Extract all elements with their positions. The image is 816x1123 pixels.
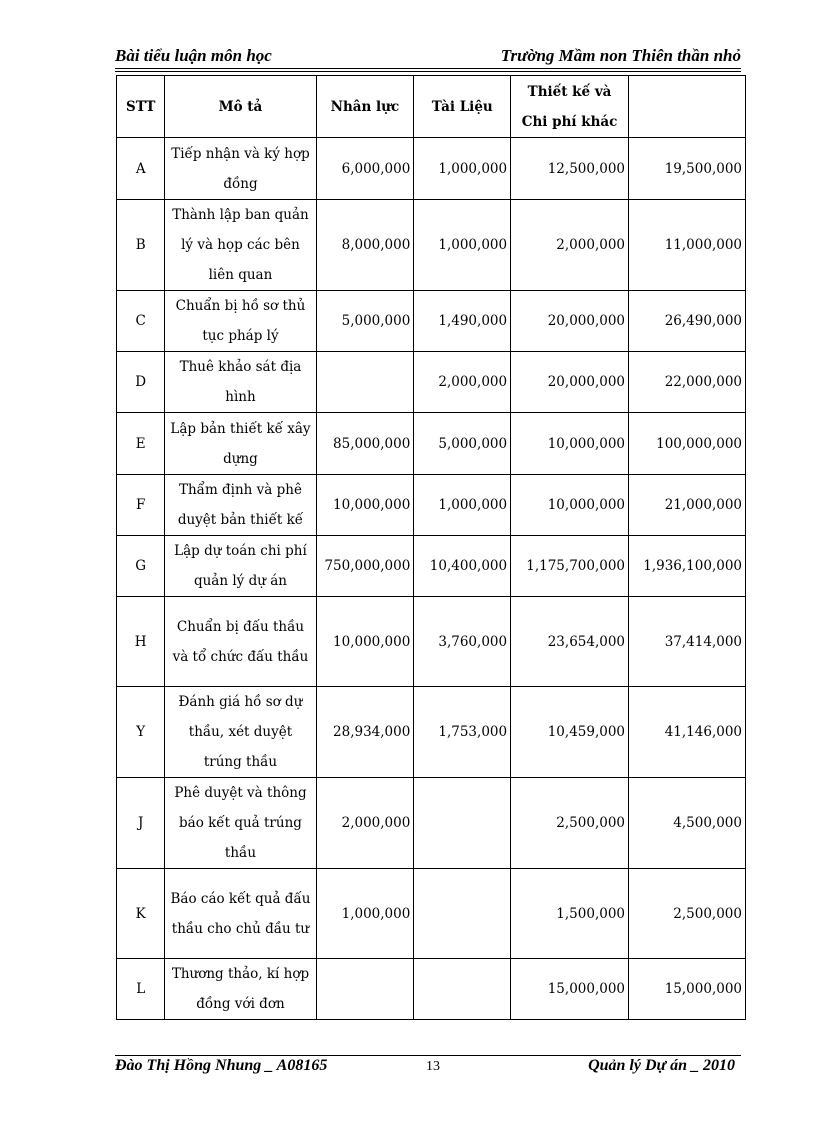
header-divider: [115, 68, 741, 72]
row-documents: 1,000,000: [414, 200, 511, 291]
header-left-title: Bài tiểu luận môn học: [115, 46, 272, 65]
row-total: 19,500,000: [629, 138, 746, 200]
row-total: 100,000,000: [629, 413, 746, 475]
row-description: Thương thảo, kí hợp đồng với đơn: [165, 959, 316, 1020]
col-header-labor: Nhân lực: [316, 76, 414, 138]
row-stt: H: [117, 597, 165, 687]
table-row: [117, 778, 746, 869]
row-total: 41,146,000: [629, 687, 746, 778]
footer-course: Quản lý Dự án _ 2010: [588, 1057, 735, 1074]
row-description: Thẩm định và phê duyệt bản thiết kế: [165, 475, 316, 536]
cost-table: [116, 75, 746, 1020]
table-row: [117, 352, 746, 413]
col-header-description: Mô tả: [165, 76, 316, 138]
row-stt: E: [117, 413, 165, 475]
row-stt: B: [117, 200, 165, 291]
row-total: 37,414,000: [629, 597, 746, 687]
row-description: Thành lập ban quản lý và họp các bên liên quan: [165, 200, 316, 291]
row-design-other: 2,500,000: [511, 778, 629, 869]
row-design-other: 10,000,000: [511, 413, 629, 475]
table-row: [117, 959, 746, 1020]
row-design-other: 1,500,000: [511, 869, 629, 959]
row-total: 15,000,000: [629, 959, 746, 1020]
row-labor: 2,000,000: [316, 778, 414, 869]
row-total: 11,000,000: [629, 200, 746, 291]
row-documents: 1,753,000: [414, 687, 511, 778]
row-description: Chuẩn bị đấu thầu và tổ chức đấu thầu: [165, 597, 316, 687]
row-documents: 2,000,000: [414, 352, 511, 413]
row-design-other: 2,000,000: [511, 200, 629, 291]
row-labor: 10,000,000: [316, 597, 414, 687]
row-labor: 85,000,000: [316, 413, 414, 475]
page-header: [115, 46, 741, 68]
table-row: [117, 869, 746, 959]
row-design-other: 20,000,000: [511, 352, 629, 413]
row-stt: J: [117, 778, 165, 869]
col-header-design-other: Thiết kế và Chi phí khác: [511, 76, 629, 138]
row-labor: 750,000,000: [316, 536, 414, 597]
row-documents: 5,000,000: [414, 413, 511, 475]
row-labor: 10,000,000: [316, 475, 414, 536]
row-labor: [316, 352, 414, 413]
page-number: 13: [426, 1059, 440, 1074]
row-stt: F: [117, 475, 165, 536]
table-row: [117, 291, 746, 352]
row-labor: 28,934,000: [316, 687, 414, 778]
row-labor: 5,000,000: [316, 291, 414, 352]
col-header-documents: Tài Liệu: [414, 76, 511, 138]
col-header-stt: STT: [117, 76, 165, 138]
row-labor: 8,000,000: [316, 200, 414, 291]
row-labor: 6,000,000: [316, 138, 414, 200]
row-design-other: 23,654,000: [511, 597, 629, 687]
table-row: [117, 413, 746, 475]
table-row: [117, 597, 746, 687]
table-row: [117, 475, 746, 536]
table-row: [117, 200, 746, 291]
row-total: 4,500,000: [629, 778, 746, 869]
footer-author: Đào Thị Hồng Nhung _ A08165: [115, 1057, 328, 1074]
row-design-other: 15,000,000: [511, 959, 629, 1020]
row-stt: A: [117, 138, 165, 200]
row-total: 21,000,000: [629, 475, 746, 536]
col-header-total: [629, 76, 746, 138]
row-documents: 3,760,000: [414, 597, 511, 687]
row-labor: 1,000,000: [316, 869, 414, 959]
row-design-other: 1,175,700,000: [511, 536, 629, 597]
row-description: Chuẩn bị hồ sơ thủ tục pháp lý: [165, 291, 316, 352]
row-description: Lập bản thiết kế xây dựng: [165, 413, 316, 475]
row-description: Tiếp nhận và ký hợp đồng: [165, 138, 316, 200]
row-total: 26,490,000: [629, 291, 746, 352]
table-body: [117, 138, 746, 1020]
table-row: [117, 138, 746, 200]
row-documents: 1,000,000: [414, 475, 511, 536]
row-description: Phê duyệt và thông báo kết quả trúng thầu: [165, 778, 316, 869]
row-stt: D: [117, 352, 165, 413]
row-total: 22,000,000: [629, 352, 746, 413]
page-footer: [115, 1057, 741, 1079]
row-stt: L: [117, 959, 165, 1020]
row-stt: Y: [117, 687, 165, 778]
row-design-other: 20,000,000: [511, 291, 629, 352]
row-design-other: 10,000,000: [511, 475, 629, 536]
header-right-title: Trường Mầm non Thiên thần nhỏ: [500, 46, 741, 65]
table-row: [117, 536, 746, 597]
row-documents: 10,400,000: [414, 536, 511, 597]
row-labor: [316, 959, 414, 1020]
row-stt: G: [117, 536, 165, 597]
row-description: Thuê khảo sát địa hình: [165, 352, 316, 413]
footer-divider: [115, 1055, 741, 1056]
row-description: Lập dự toán chi phí quản lý dự án: [165, 536, 316, 597]
row-description: Báo cáo kết quả đấu thầu cho chủ đầu tư: [165, 869, 316, 959]
row-documents: [414, 959, 511, 1020]
row-total: 2,500,000: [629, 869, 746, 959]
row-documents: 1,490,000: [414, 291, 511, 352]
row-design-other: 12,500,000: [511, 138, 629, 200]
row-documents: [414, 869, 511, 959]
table-row: [117, 687, 746, 778]
row-documents: 1,000,000: [414, 138, 511, 200]
row-description: Đánh giá hồ sơ dự thầu, xét duyệt trúng thầu: [165, 687, 316, 778]
row-stt: C: [117, 291, 165, 352]
table-header-row: [117, 76, 746, 138]
row-stt: K: [117, 869, 165, 959]
row-documents: [414, 778, 511, 869]
row-total: 1,936,100,000: [629, 536, 746, 597]
row-design-other: 10,459,000: [511, 687, 629, 778]
